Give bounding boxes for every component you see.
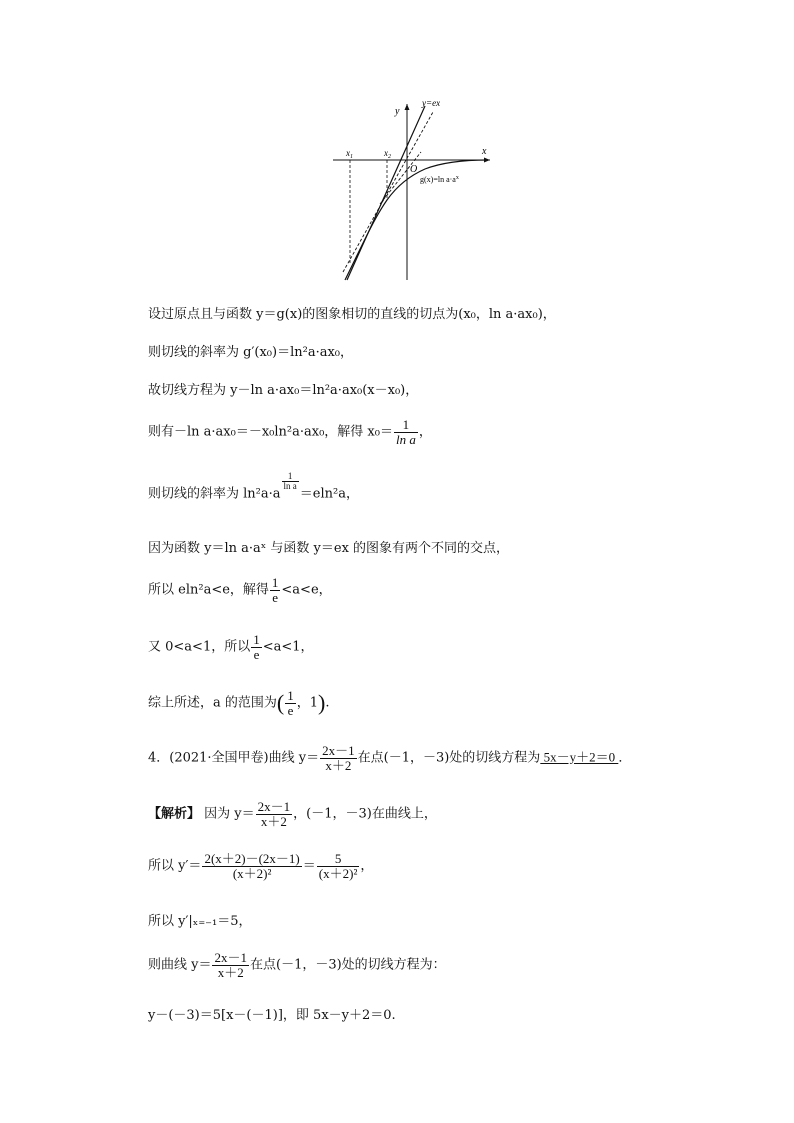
- fraction: $\frac{2(x+2)-(2x-1)}{\text{(x＋2)²}}$: [204, 851, 300, 881]
- line-4: 则有－ln a·ax₀＝－x₀ln²a·ax₀，解得 x₀＝ $\frac{1}{\text{ln a}}$ ，: [148, 417, 432, 447]
- solution-5: y－(－3)＝5[x－(－1)]，即 5x－y＋2＝0.: [148, 1008, 396, 1023]
- answer: 5x－y＋2＝0: [540, 749, 619, 765]
- fraction: $\frac{2x-1}{x+2}$: [214, 950, 247, 980]
- x-axis-label: x: [482, 146, 487, 157]
- tangent-figure: [325, 92, 500, 287]
- solution-4: 则曲线 y＝ $\frac{2x-1}{x+2}$ 在点(－1，－3)处的切线方程为：: [148, 950, 446, 980]
- origin-label: O: [410, 164, 418, 175]
- line-2: 则切线的斜率为 g′(x₀)＝ln²a·ax₀，: [148, 345, 354, 360]
- solution-3: 所以 y′|ₓ₌₋₁＝5，: [148, 914, 252, 929]
- line-9: 综上所述，a 的范围为( $\frac{1}{e}$ ，1).: [148, 688, 330, 718]
- fraction: $\frac{5}{\text{(x＋2)²}}$: [318, 851, 358, 881]
- line-8: 又 0<a<1，所以 $\frac{1}{e}$ <a<1，: [148, 632, 314, 662]
- curve-label: g(x)=ln $a\cdot a^x$: [420, 175, 459, 184]
- line-4-text: 则有－ln a·ax₀＝－x₀ln²a·ax₀，解得 x₀＝: [148, 424, 393, 440]
- line-7: 所以 eln²a<e，解得 $\frac{1}{e}$ <a<e，: [148, 575, 332, 605]
- line-5: 则切线的斜率为 ln²a·a $\frac{1}{\text{ln a}}$ ＝eln²a，: [148, 471, 359, 502]
- line-3: 故切线方程为 y－ln a·ax₀＝ln²a·ax₀(x－x₀)，: [148, 383, 419, 398]
- solution-tag: 【解析】: [148, 806, 201, 822]
- fraction: $\frac{2x-1}{x+2}$: [257, 799, 291, 829]
- line-label: y=ex: [422, 98, 441, 108]
- line-5-text: 则切线的斜率为 ln²a·a: [148, 486, 281, 502]
- fraction: $\frac{1}{e}$: [253, 632, 260, 662]
- x2-label: $x_2$: [384, 148, 391, 160]
- x1-label: $x_1$: [346, 148, 353, 160]
- question-4: 4．(2021·全国甲卷)曲线 y＝ $\frac{2x-1}{x+2}$ 在点(－1，－3)处的切线方程为 5x－y＋2＝0 ．: [148, 743, 632, 773]
- exponent-fraction: $\frac{1}{\text{ln a}}$: [283, 471, 297, 492]
- line-y-ex: [347, 106, 425, 280]
- solution-2: 所以 y′＝ $\frac{2(x+2)-(2x-1)}{\text{(x＋2)²}}$ ＝ $\frac{5}{\text{(x＋2)²}}$ ，: [148, 851, 374, 881]
- y-axis-label: y: [395, 106, 400, 117]
- line-6: 因为函数 y＝ln a·aˣ 与函数 y＝ex 的图象有两个不同的交点，: [148, 541, 510, 556]
- tangent-dashed-1: [343, 112, 433, 272]
- y-axis-arrow: [405, 104, 410, 110]
- line-1: 设过原点且与函数 y＝g(x)的图象相切的直线的切点为(x₀，ln a·ax₀)，: [148, 307, 556, 322]
- fraction: $\frac{1}{\text{ln a}}$: [395, 417, 416, 447]
- curve-g: [345, 160, 488, 280]
- solution-1: 【解析】 因为 y＝ $\frac{2x-1}{x+2}$ ，(－1，－3)在曲线上，: [148, 799, 437, 829]
- fraction: $\frac{1}{e}$: [271, 575, 279, 605]
- fraction: $\frac{2x-1}{x+2}$: [322, 743, 355, 773]
- fraction: $\frac{1}{e}$: [287, 688, 294, 718]
